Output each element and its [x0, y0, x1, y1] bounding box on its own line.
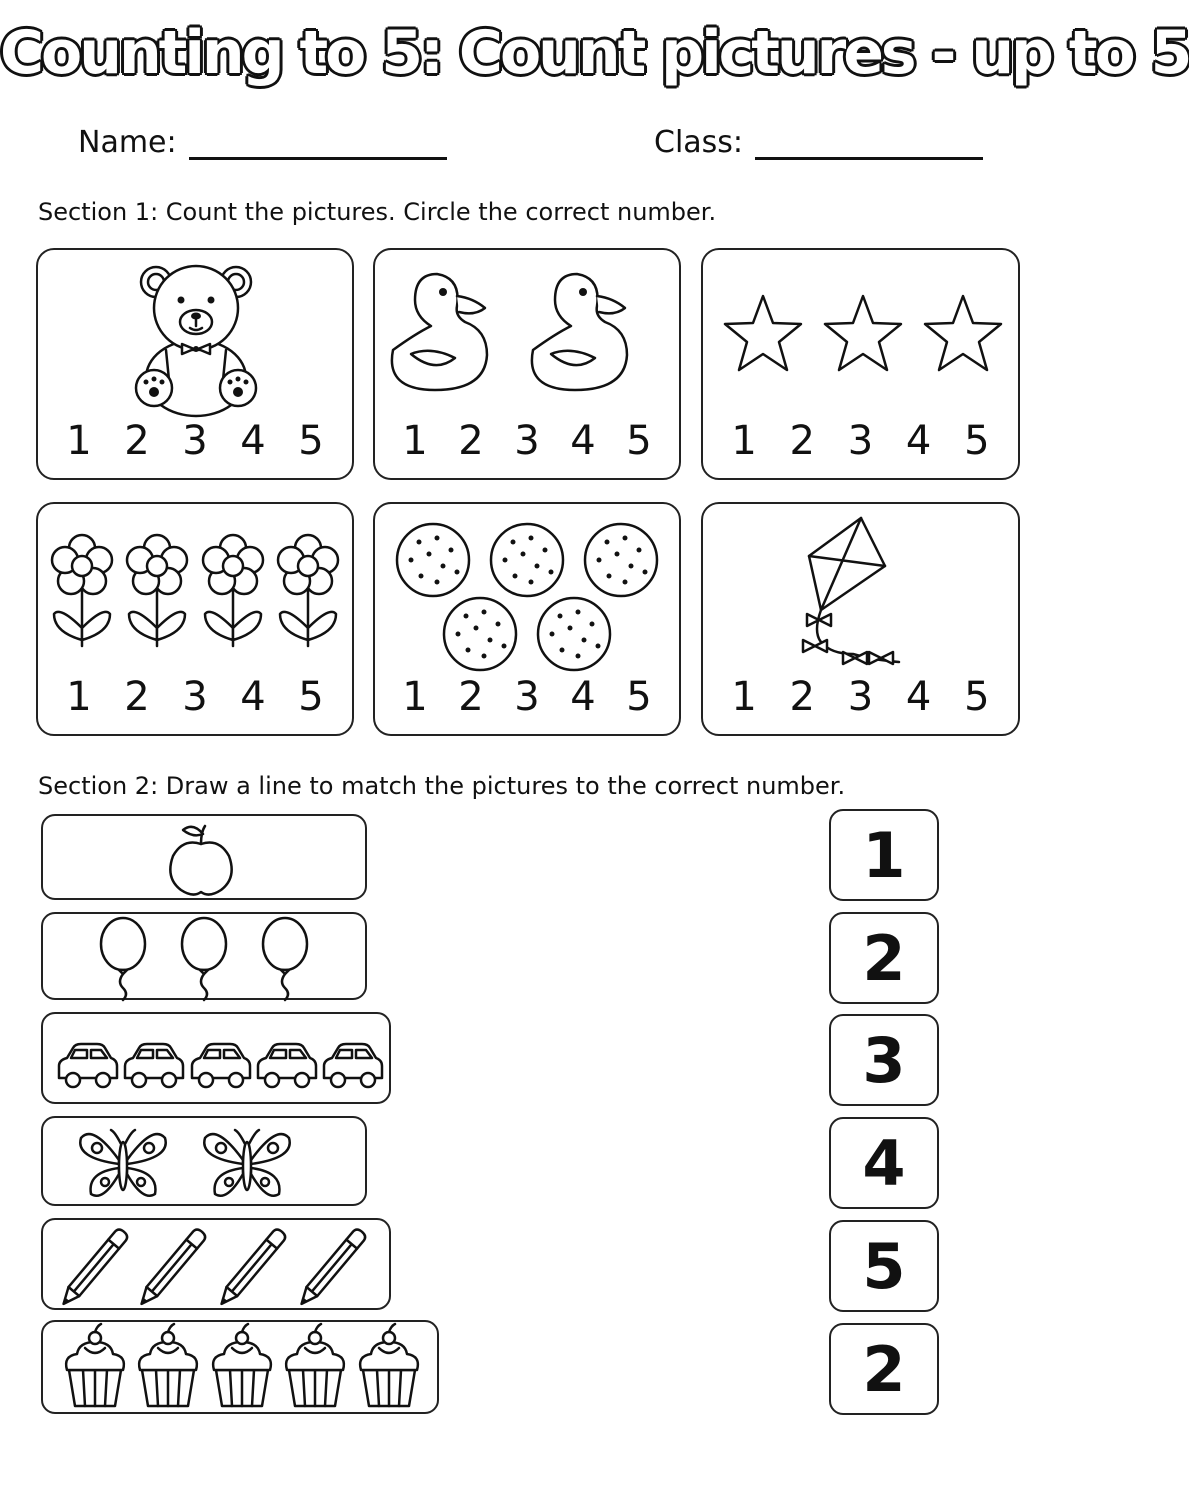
choice-5[interactable]: 5: [626, 418, 652, 464]
match-number-box-5[interactable]: 5: [829, 1220, 939, 1312]
balloon-icon: [43, 914, 369, 1002]
choice-3[interactable]: 3: [182, 418, 208, 464]
class-label: Class:: [654, 125, 744, 160]
section1-instruction: Section 1: Count the pictures. Circle the correct number.: [38, 198, 717, 226]
number-choices: [703, 418, 1018, 464]
choice-4[interactable]: 4: [905, 418, 932, 464]
class-blank-line[interactable]: [755, 129, 983, 160]
number-choices: [38, 674, 352, 720]
choice-1[interactable]: 1: [402, 674, 428, 720]
match-row-balloons[interactable]: [41, 912, 367, 1000]
match-row-pencils[interactable]: [41, 1218, 391, 1310]
choice-3[interactable]: 3: [847, 418, 874, 464]
count-card-kite: [701, 502, 1020, 736]
choice-4[interactable]: 4: [240, 674, 266, 720]
choice-1[interactable]: 1: [731, 674, 757, 720]
number-choices: [375, 674, 679, 720]
choice-1[interactable]: 1: [731, 418, 757, 464]
choice-3[interactable]: 3: [182, 674, 208, 720]
match-row-butterflies[interactable]: [41, 1116, 367, 1206]
apple-icon: [43, 816, 369, 902]
name-blank-line[interactable]: [189, 129, 447, 160]
match-row-cars[interactable]: [41, 1012, 391, 1104]
choice-1[interactable]: 1: [402, 418, 428, 464]
number-choices: [703, 674, 1018, 720]
choice-3[interactable]: 3: [847, 674, 874, 720]
name-label: Name:: [78, 125, 177, 160]
butterfly-icon: [43, 1118, 369, 1208]
choice-5[interactable]: 5: [298, 674, 324, 720]
match-row-cupcakes[interactable]: [41, 1320, 439, 1414]
pencil-icon: [43, 1220, 393, 1312]
match-row-apple[interactable]: [41, 814, 367, 900]
choice-5[interactable]: 5: [298, 418, 324, 464]
count-card-cookies: [373, 502, 681, 736]
number-choices: [375, 418, 679, 464]
name-field: [78, 125, 447, 160]
count-card-flowers: [36, 502, 354, 736]
match-number-box-4[interactable]: 4: [829, 1117, 939, 1209]
choice-2[interactable]: 2: [458, 674, 484, 720]
choice-4[interactable]: 4: [570, 418, 596, 464]
match-number-box-6[interactable]: 2: [829, 1323, 939, 1415]
class-field: [654, 125, 983, 160]
choice-3[interactable]: 3: [514, 674, 540, 720]
choice-5[interactable]: 5: [964, 674, 990, 720]
car-icon: [43, 1014, 393, 1106]
count-card-ducks: [373, 248, 681, 480]
choice-2[interactable]: 2: [789, 418, 815, 464]
choice-2[interactable]: 2: [124, 418, 150, 464]
choice-5[interactable]: 5: [964, 418, 990, 464]
worksheet-title: Counting to 5: Count pictures - up to 5: [0, 18, 1189, 88]
choice-3[interactable]: 3: [514, 418, 540, 464]
match-number-box-1[interactable]: 1: [829, 809, 939, 901]
section2-instruction: Section 2: Draw a line to match the pictures to the correct number.: [38, 772, 846, 800]
cupcake-icon: [43, 1322, 441, 1416]
match-number-box-3[interactable]: 3: [829, 1014, 939, 1106]
match-number-box-2[interactable]: 2: [829, 912, 939, 1004]
count-card-stars: [701, 248, 1020, 480]
choice-4[interactable]: 4: [905, 674, 932, 720]
choice-2[interactable]: 2: [458, 418, 484, 464]
choice-2[interactable]: 2: [124, 674, 150, 720]
choice-4[interactable]: 4: [570, 674, 596, 720]
choice-5[interactable]: 5: [626, 674, 652, 720]
count-card-teddy: [36, 248, 354, 480]
choice-1[interactable]: 1: [66, 418, 92, 464]
choice-4[interactable]: 4: [240, 418, 266, 464]
choice-2[interactable]: 2: [789, 674, 815, 720]
number-choices: [38, 418, 352, 464]
choice-1[interactable]: 1: [66, 674, 92, 720]
